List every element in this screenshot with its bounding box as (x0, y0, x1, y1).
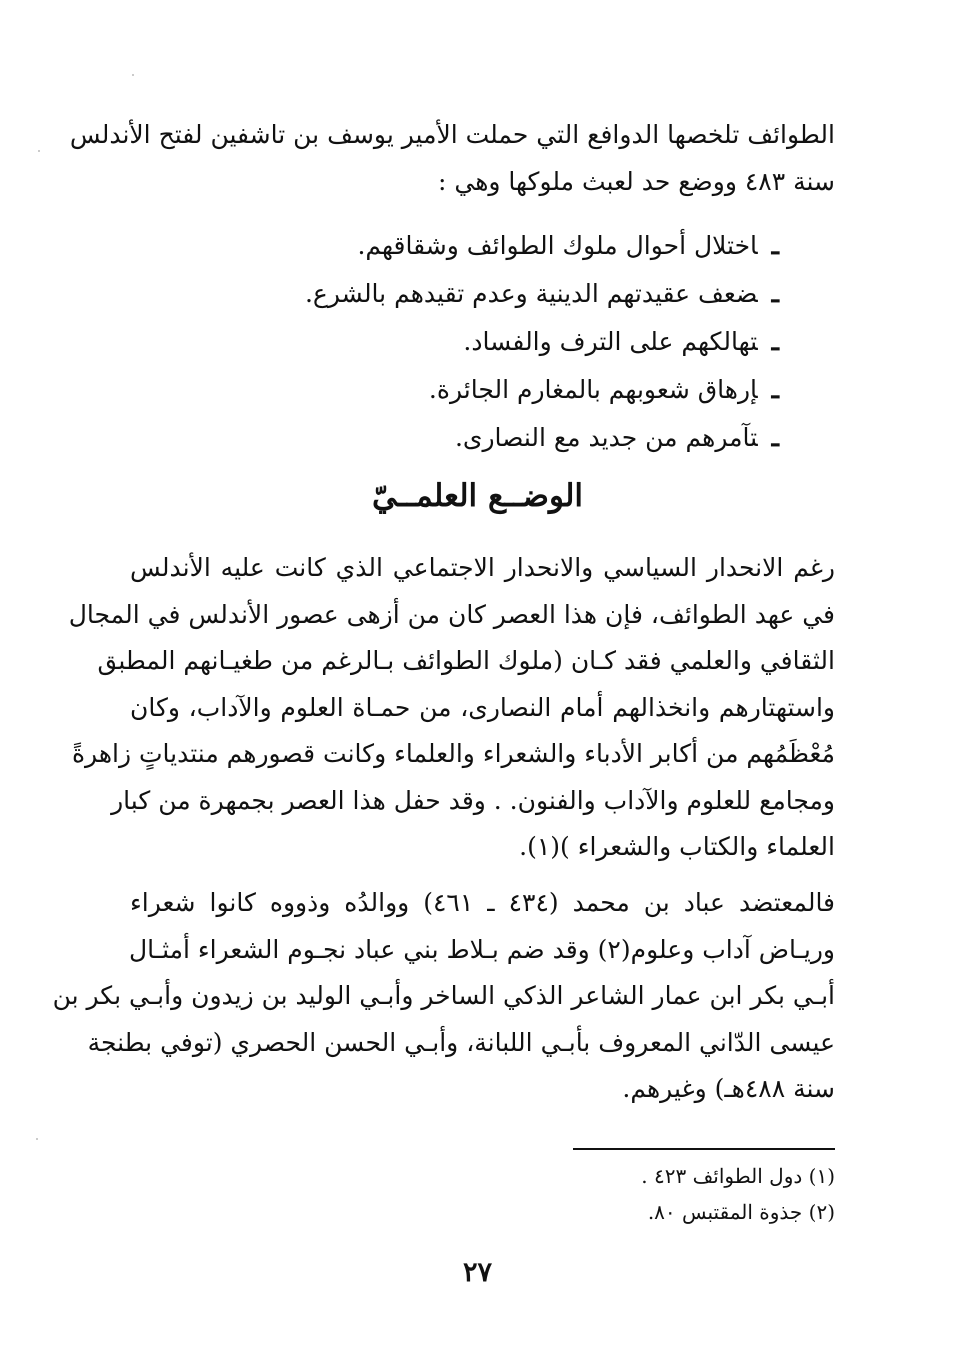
list-item-text: تآمرهم من جديد مع النصارى. (454, 423, 758, 452)
text-line: مُعْظَمُهم من أكابر الأدباء والشعراء والعلماء وكانت قصورهم منتدياتٍ زاهرةً (71, 739, 835, 768)
list-item-text: إرهاق شعوبهم بالمغارم الجائرة. (428, 375, 758, 404)
list-item (179, 366, 779, 414)
dash-marker: ـ (771, 231, 779, 260)
list-item (179, 414, 779, 462)
text-line: سنة ٤٨٨هـ) وغيرهم. (622, 1074, 835, 1103)
list-item (179, 270, 779, 318)
text-line: أبـي بكر ابن عمار الشاعر الذكي الساخر وأبـي الوليد بن زيدون وأبـي بكر بن (52, 981, 835, 1010)
text-line: فالمعتضد عباد بن محمد (٤٣٤ ـ ٤٦١) ووالدُه وذووه كانوا شعراء (130, 888, 836, 917)
text-line: في عهد الطوائف، فإن هذا العصر كان من أزهى عصور الأندلس في المجال (68, 599, 835, 629)
scan-speck (38, 150, 40, 152)
text-line: رغم الانحدار السياسي والانحدار الاجتماعي الذي كانت عليه الأندلس (130, 553, 835, 582)
text-line: ومجامع للعلوم والآداب والفنون. . وقد حفل هذا العصر بجمهرة من كبار (111, 785, 835, 815)
causes-list (179, 222, 779, 462)
text-line: عيسى الدّاني المعروف بأبـي اللبانة، وأبـي الحسن الحصري (توفي بطنجة (87, 1027, 835, 1057)
list-item-text: ضعف عقيدتهم الدينية وعدم تقيدهم بالشرع. (304, 279, 758, 308)
text-line: واستهتارهم وانخذالهم أمام النصارى، من حمـاة العلوم والآداب، وكان (130, 692, 835, 722)
list-item-text: اختلال أحوال ملوك الطوائف وشقاقهم. (357, 231, 758, 260)
text-line: العلماء والكتاب والشعراء )(١). (519, 832, 835, 861)
list-item (179, 318, 779, 366)
footnotes (641, 1158, 835, 1230)
footnote: (٢) جذوة المقتبس ٨٠. (647, 1200, 835, 1224)
footnote-divider (573, 1148, 835, 1150)
dash-marker: ـ (771, 375, 779, 404)
footnote: (١) دول الطوائف ٤٢٣ . (641, 1164, 835, 1188)
dash-marker: ـ (771, 327, 779, 356)
scholarly-situation-paragraph (68, 545, 835, 871)
section-heading: الوضــع العلمــيّ (371, 478, 584, 514)
scan-speck (36, 1138, 38, 1140)
text-line: سنة ٤٨٣ ووضع حد لعبث ملوكها وهي : (438, 166, 835, 196)
dash-marker: ـ (771, 423, 779, 452)
text-line: وريـاض آداب وعلوم(٢) وقد ضم بـلاط بني عباد نجـوم الشعراء أمثـال (128, 934, 835, 964)
text-line: الثقافي والعلمي فقد كـان (ملوك الطوائف بـالرغم من طغيـانهم المطبق (97, 646, 835, 675)
dash-marker: ـ (771, 279, 779, 308)
list-item-text: تهالكهم على الترف والفساد. (463, 327, 758, 356)
poets-paragraph (52, 880, 836, 1113)
scan-speck (132, 74, 134, 76)
page-number: ٢٧ (462, 1257, 492, 1288)
intro-paragraph (69, 112, 835, 205)
list-item (179, 222, 779, 270)
text-line: الطوائف تلخصها الدوافع التي حملت الأمير يوسف بن تاشفين لفتح الأندلس (69, 120, 835, 149)
